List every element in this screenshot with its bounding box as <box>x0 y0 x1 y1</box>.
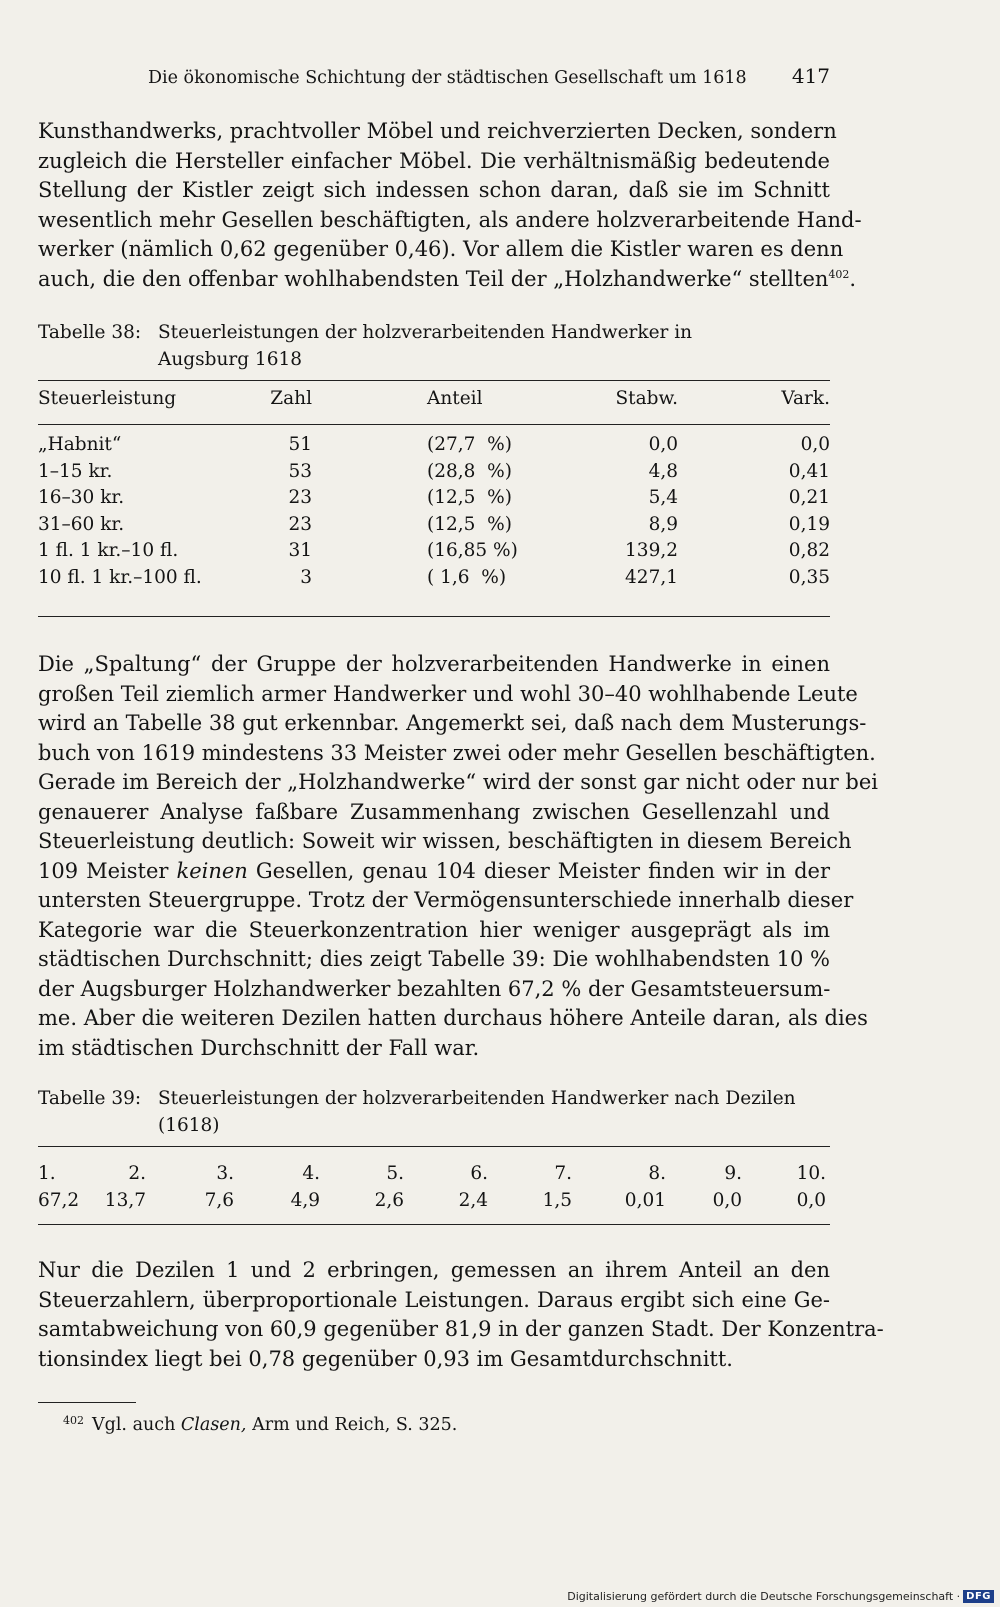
paragraph-3 <box>38 1256 884 1374</box>
table-38-header-rule <box>38 424 830 425</box>
table-cell: 1–15 kr. <box>38 460 113 482</box>
text-line: Stellung der Kistler zeigt sich indessen schon daran, daß sie im Schnitt <box>38 178 830 202</box>
table-cell: 9. <box>724 1163 742 1184</box>
table-cell: 4,8 <box>648 460 678 482</box>
table-cell: (28,8 %) <box>427 460 512 482</box>
table-cell: 0,0 <box>712 1190 742 1211</box>
table-cell: 4,9 <box>290 1190 320 1211</box>
table-cell: 1. <box>38 1163 56 1184</box>
emphasis: keinen <box>176 858 248 883</box>
table-cell: 31 <box>288 540 312 562</box>
table-38-bottom-rule <box>38 616 830 617</box>
table-cell: 2,6 <box>374 1190 404 1211</box>
running-head <box>148 64 830 88</box>
table-38-top-rule <box>38 380 830 381</box>
text-line: werker (nämlich 0,62 gegenüber 0,46). Vor allem die Kistler waren es denn <box>38 237 844 261</box>
text-line: genauerer Analyse faßbare Zusammenhang zwischen Gesellenzahl und <box>38 799 830 824</box>
table-row <box>38 565 830 592</box>
table-38-header-row <box>38 386 830 413</box>
text-line: Gerade im Bereich der „Holzhandwerke“ wird der sonst gar nicht oder nur bei <box>38 770 878 794</box>
dfg-logo: DFG <box>963 1590 994 1603</box>
text-segment: 109 Meister <box>38 858 177 883</box>
table-39-caption <box>38 1085 830 1139</box>
header-stabw: Stabw. <box>615 388 678 409</box>
table-cell: 0,41 <box>788 460 830 482</box>
text-line: Kategorie war die Steuerkonzentration hier weniger ausgeprägt als im <box>38 917 830 942</box>
table-cell: (12,5 %) <box>427 487 512 509</box>
table-cell: 0,0 <box>796 1190 826 1211</box>
text-line: Steuerleistung deutlich: Soweit wir wissen, beschäftigten in diesem Bereich <box>38 829 852 853</box>
table-cell: 2. <box>128 1163 146 1184</box>
table-cell: 1,5 <box>542 1190 572 1211</box>
table-row <box>38 512 830 539</box>
table-cell: 0,82 <box>788 540 830 562</box>
header-vark: Vark. <box>781 388 830 409</box>
paragraph-2 <box>38 650 878 1063</box>
header-steuerleistung: Steuerleistung <box>38 388 177 409</box>
table-cell: 5. <box>386 1163 404 1184</box>
text-line: im städtischen Durchschnitt der Fall war. <box>38 1035 480 1060</box>
table-cell: 8. <box>648 1163 666 1184</box>
footnote-prefix: Vgl. auch <box>92 1415 181 1435</box>
table-cell: 0,01 <box>624 1190 666 1211</box>
table-cell: 0,35 <box>788 566 830 588</box>
footnote-rule <box>38 1402 136 1403</box>
table-cell: 6. <box>470 1163 488 1184</box>
text-line: Nur die Dezilen 1 und 2 erbringen, gemessen an ihrem Anteil an den <box>38 1258 830 1282</box>
text-line: Steuerzahlern, überproportionale Leistungen. Daraus ergibt sich eine Ge- <box>38 1287 830 1312</box>
table-cell: 3. <box>216 1163 234 1184</box>
table-row <box>38 485 830 512</box>
table-cell: 31–60 kr. <box>38 513 125 535</box>
text-line: tionsindex liegt bei 0,78 gegenüber 0,93 im Gesamtdurchschnitt. <box>38 1346 733 1371</box>
table-cell: 3 <box>300 566 312 588</box>
table-cell: 5,4 <box>648 487 678 509</box>
table-cell: 23 <box>288 513 312 535</box>
table-cell: 2,4 <box>458 1190 488 1211</box>
table-39-value-row <box>38 1187 830 1214</box>
table-row <box>38 432 830 459</box>
table-row <box>38 459 830 486</box>
table-cell: (27,7 %) <box>427 434 512 455</box>
text-line-last: auch, die den offenbar wohlhabendsten Teil der „Holzhandwerke“ stellten$^{402}$. <box>38 266 857 291</box>
page-number: 417 <box>791 64 830 88</box>
header-zahl: Zahl <box>270 388 312 409</box>
text-line: Kunsthandwerks, prachtvoller Möbel und reichverzierten Decken, sondern <box>38 119 837 143</box>
table-39-top-rule <box>38 1146 830 1147</box>
table-cell: 0,19 <box>788 513 830 535</box>
table-39-title-line2: (1618) <box>158 1115 220 1136</box>
text-line: untersten Steuergruppe. Trotz der Vermögensunterschiede innerhalb dieser <box>38 888 854 912</box>
text-line: wesentlich mehr Gesellen beschäftigten, als andere holzverarbeitende Hand- <box>38 207 862 232</box>
table-39-decile-row <box>38 1160 830 1187</box>
table-38-body <box>38 432 830 592</box>
table-cell: 139,2 <box>625 540 678 562</box>
table-39 <box>38 1160 830 1214</box>
table-cell: ( 1,6 %) <box>427 566 507 588</box>
paragraph-1 <box>38 117 862 294</box>
table-cell: 10. <box>796 1163 826 1184</box>
text-line: wird an Tabelle 38 gut erkennbar. Angemerkt sei, daß nach dem Musterungs- <box>38 711 867 735</box>
footnote-author: Clasen, <box>180 1415 247 1435</box>
table-39-label: Tabelle 39: <box>38 1088 142 1109</box>
table-cell: 13,7 <box>104 1190 146 1211</box>
text-segment: Gesellen, genau 104 dieser Meister finden wir in der <box>247 858 830 883</box>
text-line: städtischen Durchschnitt; dies zeigt Tabelle 39: Die wohlhabendsten 10 % <box>38 947 830 971</box>
table-cell: 53 <box>288 460 312 482</box>
table-row <box>38 538 830 565</box>
text-line: großen Teil ziemlich armer Handwerker und wohl 30–40 wohlhabende Leute <box>38 681 858 706</box>
text-line: samtabweichung von 60,9 gegenüber 81,9 in der ganzen Stadt. Der Konzentra- <box>38 1317 884 1341</box>
footnote-ref[interactable]: 402 <box>828 267 850 281</box>
text-line: Die „Spaltung“ der Gruppe der holzverarbeitenden Handwerke in einen <box>38 652 830 676</box>
table-38 <box>38 386 830 413</box>
table-cell: 4. <box>302 1163 320 1184</box>
table-cell: 16–30 kr. <box>38 487 125 509</box>
footnote-rest: Arm und Reich, S. 325. <box>246 1415 458 1435</box>
table-cell: 51 <box>288 434 312 455</box>
table-cell: (16,85 %) <box>427 540 518 562</box>
running-head-title: Die ökonomische Schichtung der städtischen Gesellschaft um 1618 <box>148 68 747 88</box>
table-cell: „Habnit“ <box>38 434 122 455</box>
table-cell: (12,5 %) <box>427 513 512 535</box>
text-line: me. Aber die weiteren Dezilen hatten durchaus höhere Anteile daran, als dies <box>38 1006 868 1030</box>
header-anteil: Anteil <box>427 388 483 409</box>
table-cell: 10 fl. 1 kr.–100 fl. <box>38 566 202 588</box>
table-cell: 7,6 <box>204 1190 234 1211</box>
table-cell: 23 <box>288 487 312 509</box>
table-cell: 7. <box>554 1163 572 1184</box>
text-line: zugleich die Hersteller einfacher Möbel. Die verhältnismäßig bedeutende <box>38 148 830 173</box>
table-cell: 67,2 <box>38 1190 80 1211</box>
table-cell: 0,0 <box>648 434 678 455</box>
table-38-caption <box>38 319 830 373</box>
footnote-number: 402 <box>63 1414 84 1427</box>
table-cell: 8,9 <box>648 513 678 535</box>
text-line: auch, die den offenbar wohlhabendsten Teil der „Holzhandwerke“ stellten <box>38 266 829 291</box>
table-cell: 1 fl. 1 kr.–10 fl. <box>38 540 179 562</box>
table-38-label: Tabelle 38: <box>38 322 142 343</box>
table-cell: 0,21 <box>788 487 830 509</box>
table-38-title-line1: Steuerleistungen der holzverarbeitenden Handwerker in <box>158 322 693 343</box>
text-line: der Augsburger Holzhandwerker bezahlten 67,2 % der Gesamtsteuersum- <box>38 976 831 1001</box>
text-line: buch von 1619 mindestens 33 Meister zwei oder mehr Gesellen beschäftigten. <box>38 740 876 765</box>
footnote-402 <box>63 1414 457 1435</box>
digitization-text: Digitalisierung gefördert durch die Deutsche Forschungsgemeinschaft · <box>567 1590 961 1603</box>
digitization-credit <box>567 1590 994 1603</box>
table-39-title-line1: Steuerleistungen der holzverarbeitenden Handwerker nach Dezilen <box>158 1088 796 1109</box>
table-38-title-line2: Augsburg 1618 <box>158 349 303 370</box>
text-line <box>38 857 830 887</box>
table-cell: 0,0 <box>800 434 830 455</box>
table-39-bottom-rule <box>38 1224 830 1225</box>
table-cell: 427,1 <box>625 566 678 588</box>
